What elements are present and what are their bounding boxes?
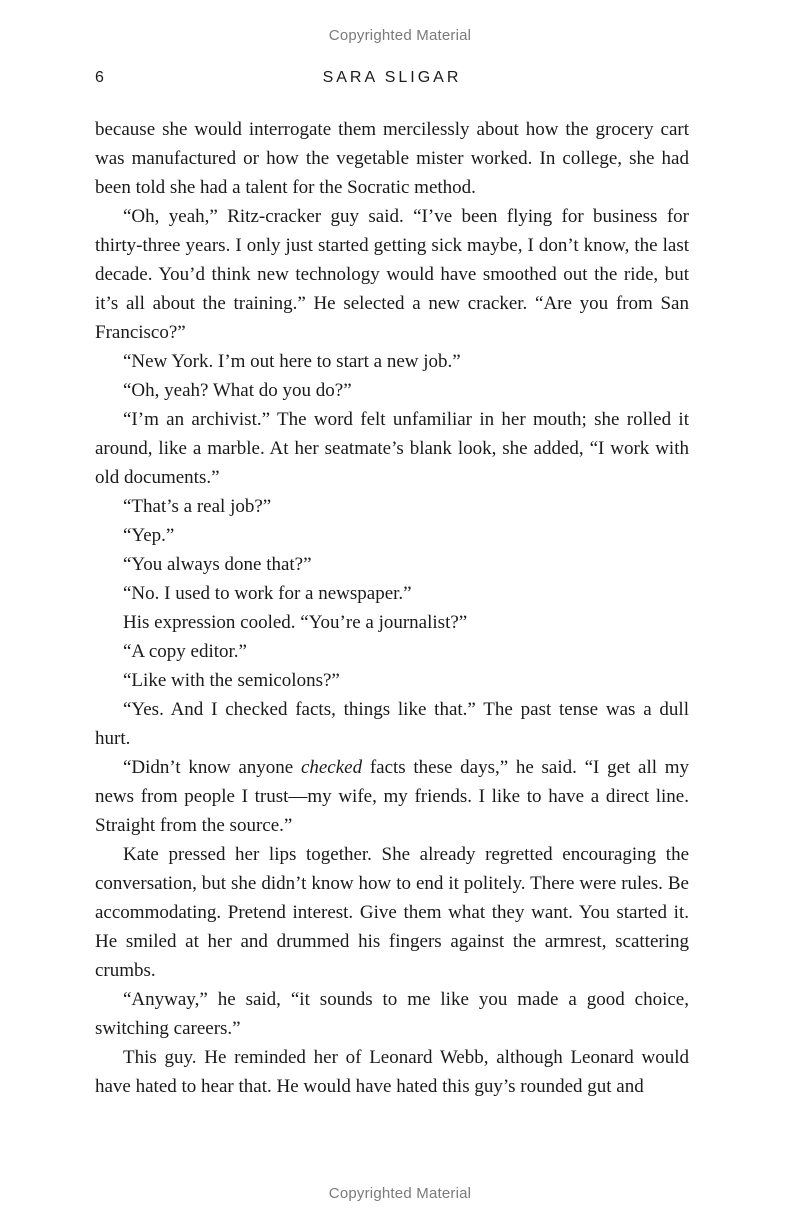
paragraph: “Like with the semicolons?”	[123, 670, 340, 691]
body-text	[95, 115, 689, 1101]
paragraph: “Yep.”	[123, 525, 175, 546]
paragraph-segment: facts these days,” he said. “I get all my news from people I trust—my wife, my friends. I like to have a direct line. Straight from the source.”	[95, 757, 689, 836]
paragraph: “New York. I’m out here to start a new job.”	[123, 351, 461, 372]
paragraph: “I’m an archivist.” The word felt unfamiliar in her mouth; she rolled it around, like a marble. At her seatmate’s blank look, she added, “I work with old documents.”	[95, 409, 689, 488]
paragraph	[95, 753, 689, 840]
paragraph-continued: because she would interrogate them mercilessly about how the grocery cart was manufactured or how the vegetable mister worked. In college, she had been told she had a talent for the Socratic method.	[95, 119, 689, 198]
running-head	[95, 69, 689, 91]
paragraph: Kate pressed her lips together. She already regretted encouraging the conversation, but she didn’t know how to end it politely. There were rules. Be accommodating. Pretend interest. Give them what they want. You started it. He smiled at her and drummed his fingers against the armrest, scattering crumbs.	[95, 844, 689, 981]
copyright-watermark-top: Copyrighted Material	[328, 27, 472, 44]
paragraph: “Yes. And I checked facts, things like that.” The past tense was a dull hurt.	[95, 699, 689, 749]
paragraph: “Oh, yeah,” Ritz-cracker guy said. “I’ve been flying for business for thirty-three years. I only just started getting sick maybe, I don’t know, the last decade. You’d think new technology would have smoothed out the ride, but it’s all about the training.” He selected a new cracker. “Are you from San Francisco?”	[95, 206, 689, 343]
paragraph: “That’s a real job?”	[123, 496, 272, 517]
paragraph-segment: “Didn’t know anyone	[123, 757, 301, 778]
copyright-watermark-bottom: Copyrighted Material	[328, 1185, 472, 1202]
paragraph: “A copy editor.”	[123, 641, 247, 662]
page-number: 6	[95, 69, 104, 86]
paragraph: “No. I used to work for a newspaper.”	[123, 583, 412, 604]
paragraph: His expression cooled. “You’re a journalist?”	[123, 612, 468, 633]
paragraph: “Oh, yeah? What do you do?”	[123, 380, 352, 401]
author-name: SARA SLIGAR	[322, 69, 462, 86]
paragraph: “Anyway,” he said, “it sounds to me like you made a good choice, switching careers.”	[95, 989, 689, 1039]
emphasized-word: checked	[300, 757, 363, 778]
paragraph: This guy. He reminded her of Leonard Webb, although Leonard would have hated to hear that. He would have hated this guy’s rounded gut and	[95, 1047, 689, 1097]
paragraph: “You always done that?”	[123, 554, 312, 575]
